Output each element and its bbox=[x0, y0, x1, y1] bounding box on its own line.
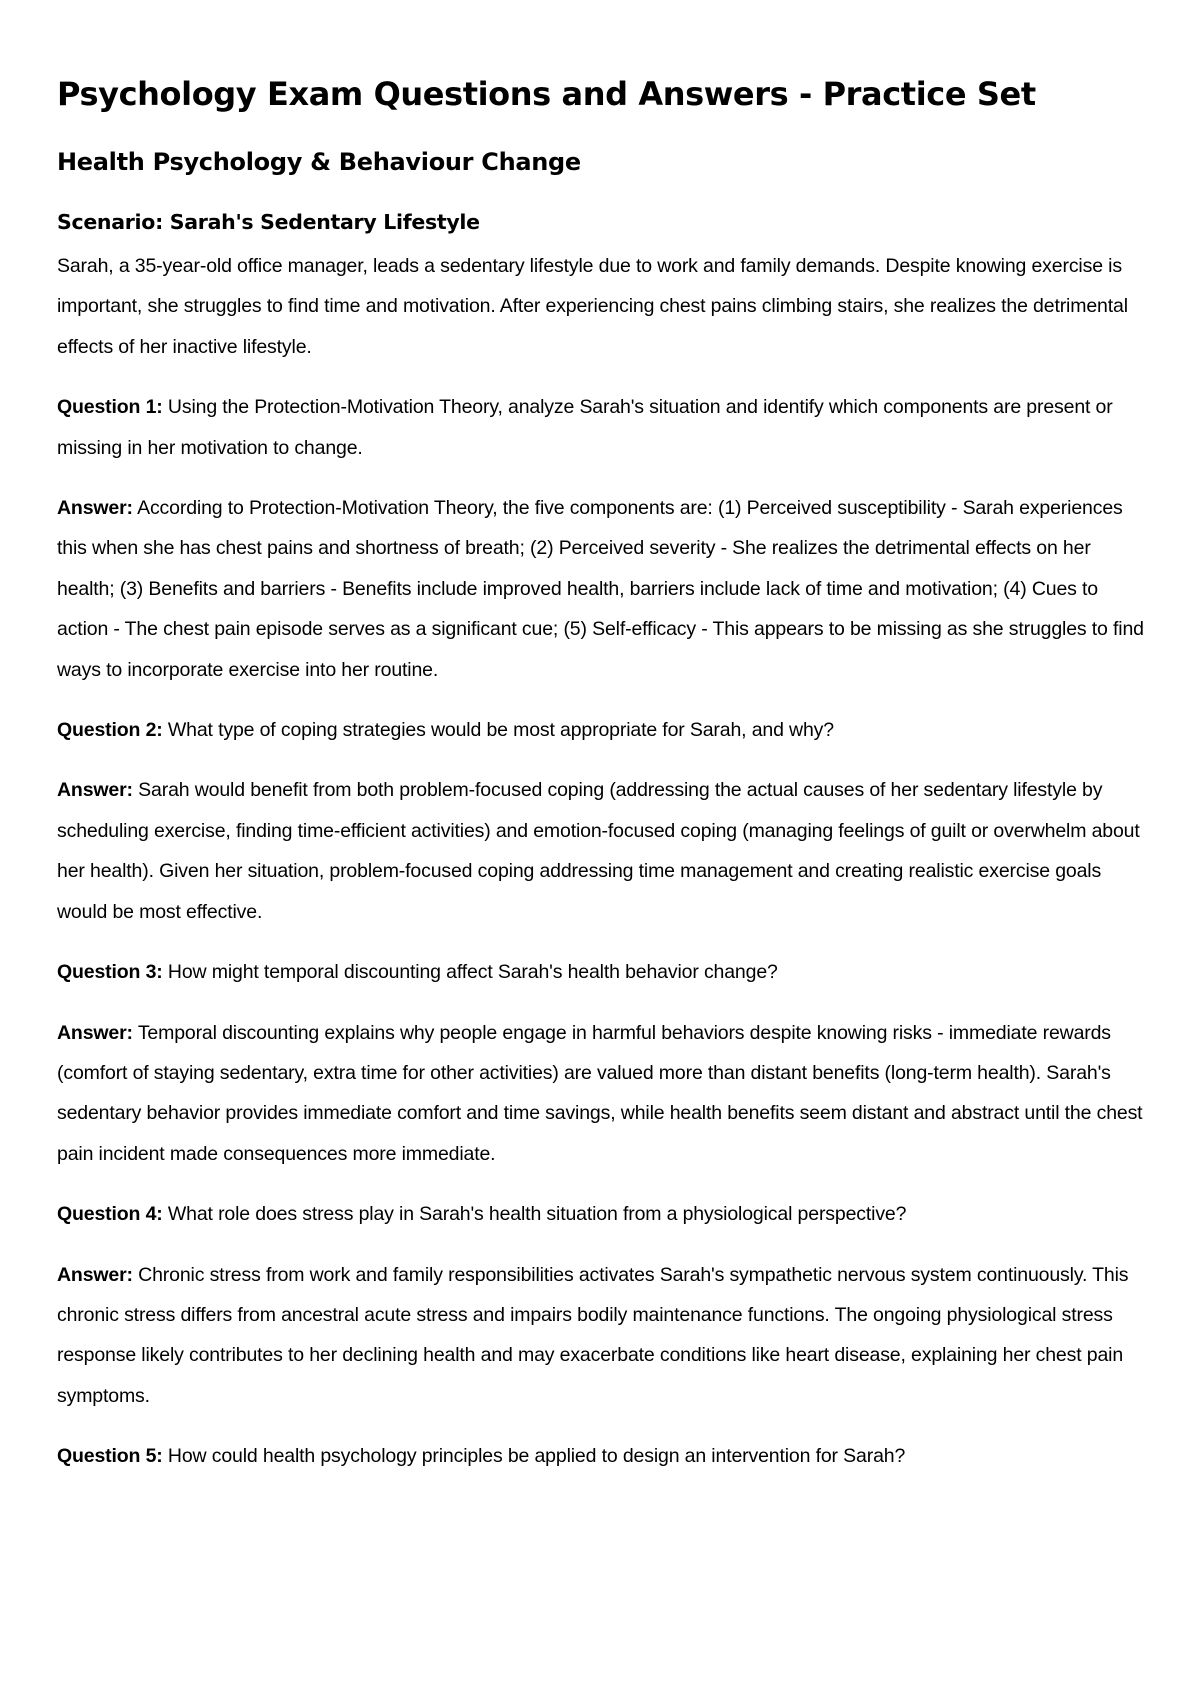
answer-1-label: Answer: bbox=[57, 497, 133, 520]
question-3-text: How might temporal discounting affect Sarah's health behavior change? bbox=[167, 961, 778, 984]
answer-2-label: Answer: bbox=[57, 779, 133, 802]
question-4 bbox=[57, 1194, 1147, 1234]
question-3 bbox=[57, 952, 1147, 992]
question-2-label: Question 2: bbox=[57, 719, 163, 742]
answer-1 bbox=[57, 488, 1147, 690]
question-1-text: Using the Protection-Motivation Theory, analyze Sarah's situation and identify which components are present or missing in her motivation to change. bbox=[57, 396, 1113, 459]
question-2 bbox=[57, 710, 1147, 750]
answer-1-text: According to Protection-Motivation Theory, the five components are: (1) Perceived susceptibility - Sarah experiences this when she has chest pains and shortness of breath; (2) Perceived severity - She realizes the detrimental effects on her health; (3) Benefits and barriers - Benefits include improved health, barriers include lack of time and motivation; (4) Cues to action - The chest pain episode serves as a significant cue; (5) Self-efficacy - This appears to be missing as she struggles to find ways to incorporate exercise into her routine. bbox=[57, 497, 1144, 681]
answer-2 bbox=[57, 770, 1147, 932]
scenario-paragraph: Sarah, a 35-year-old office manager, leads a sedentary lifestyle due to work and family demands. Despite knowing exercise is important, she struggles to find time and motivation. After experiencing chest pains climbing stairs, she realizes the detrimental effects of her inactive lifestyle. bbox=[57, 255, 1128, 358]
question-1-label: Question 1: bbox=[57, 396, 163, 419]
answer-3-text: Temporal discounting explains why people engage in harmful behaviors despite knowing risks - immediate rewards (comfort of staying sedentary, extra time for other activities) are valued more than distant benefits (long-term health). Sarah's sedentary behavior provides immediate comfort and time savings, while health benefits seem distant and abstract until the chest pain incident made consequences more immediate. bbox=[57, 1021, 1143, 1165]
document-page bbox=[57, 62, 1147, 1477]
question-3-label: Question 3: bbox=[57, 961, 163, 984]
question-1 bbox=[57, 387, 1147, 468]
answer-2-text: Sarah would benefit from both problem-focused coping (addressing the actual causes of her sedentary lifestyle by scheduling exercise, finding time-efficient activities) and emotion-focused coping (managing feelings of guilt or overwhelm about her health). Given her situation, problem-focused coping addressing time management and creating realistic exercise goals would be most effective. bbox=[57, 779, 1140, 923]
document-title: Psychology Exam Questions and Answers - Practice Set bbox=[57, 75, 1036, 113]
answer-4-text: Chronic stress from work and family responsibilities activates Sarah's sympathetic nervous system continuously. This chronic stress differs from ancestral acute stress and impairs bodily maintenance functions. The ongoing physiological stress response likely contributes to her declining health and may exacerbate conditions like heart disease, explaining her chest pain symptoms. bbox=[57, 1263, 1129, 1407]
section-title: Health Psychology & Behaviour Change bbox=[57, 148, 581, 176]
question-5 bbox=[57, 1436, 1147, 1476]
answer-3-label: Answer: bbox=[57, 1021, 133, 1044]
question-2-text: What type of coping strategies would be most appropriate for Sarah, and why? bbox=[167, 719, 834, 742]
question-4-label: Question 4: bbox=[57, 1203, 163, 1226]
question-5-text: How could health psychology principles be applied to design an intervention for Sarah? bbox=[167, 1445, 906, 1468]
question-4-text: What role does stress play in Sarah's health situation from a physiological perspective? bbox=[167, 1203, 907, 1226]
scenario-title: Scenario: Sarah's Sedentary Lifestyle bbox=[57, 210, 480, 234]
answer-3 bbox=[57, 1013, 1147, 1175]
answer-4-label: Answer: bbox=[57, 1263, 133, 1286]
question-5-label: Question 5: bbox=[57, 1445, 163, 1468]
answer-4 bbox=[57, 1255, 1147, 1417]
